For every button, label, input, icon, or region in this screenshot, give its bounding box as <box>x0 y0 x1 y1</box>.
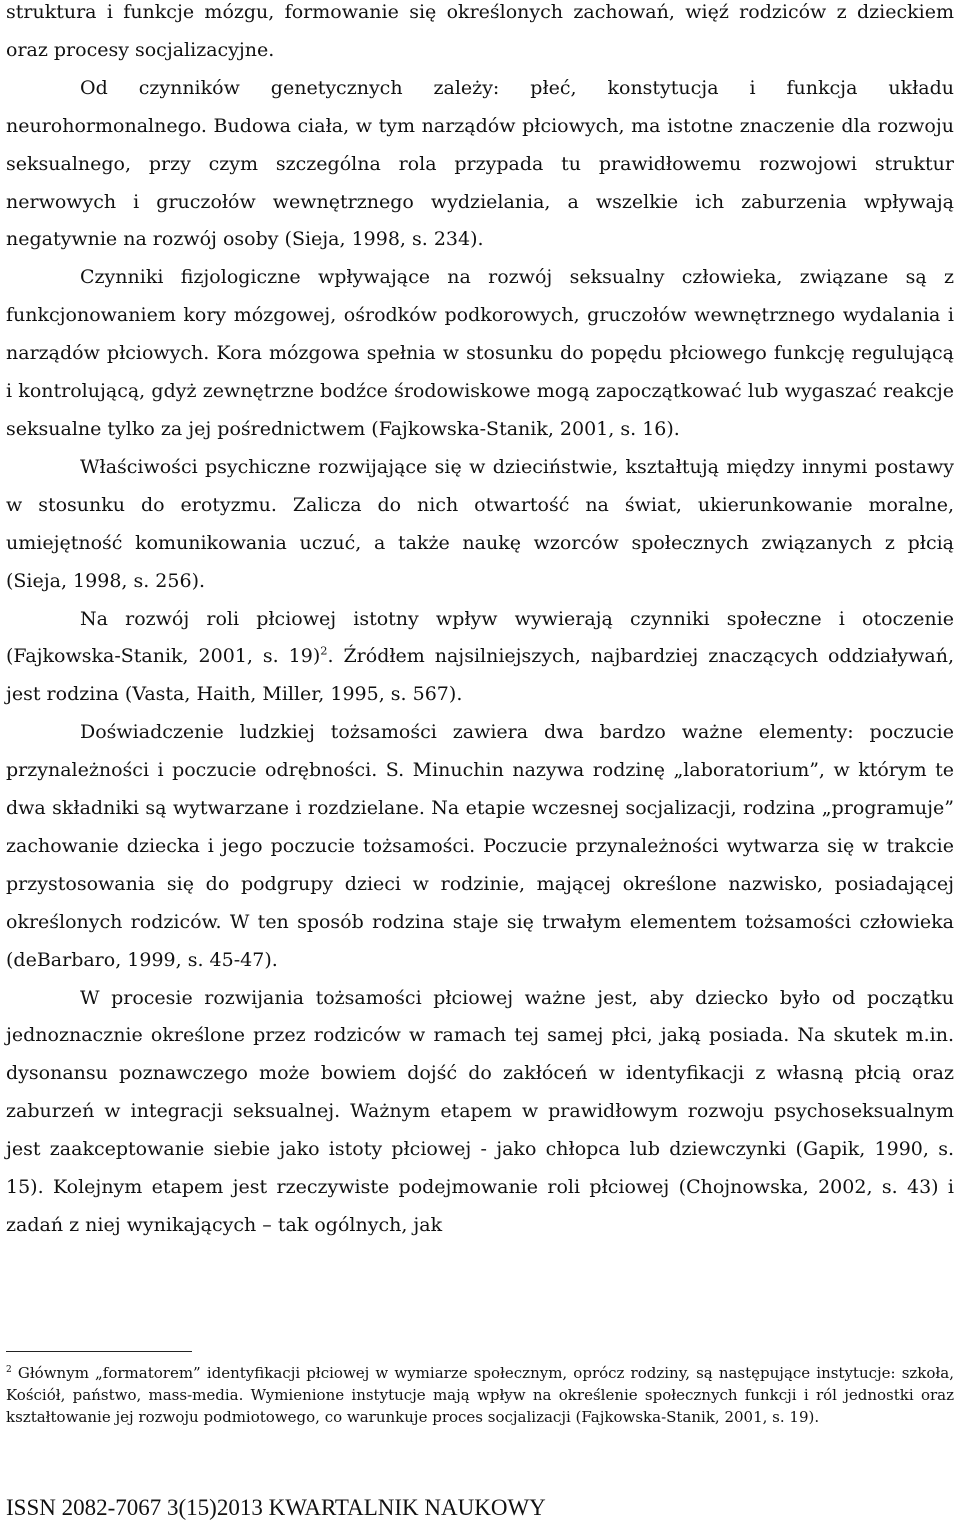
paragraph-continued: struktura i funkcje mózgu, formowanie się określonych zachowań, więź rodziców z dzieckiem oraz procesy socjalizacyjne. <box>6 1 954 61</box>
paragraph-social-factors-text-end: . Źródłem najsilniejszych, najbardziej znaczących oddziaływań, jest rodzina (Vasta, Haith, Miller, 1995, s. 567). <box>6 645 954 706</box>
paragraph-genetic-factors: Od czynników genetycznych zależy: płeć, konstytucja i funkcja układu neurohormonalnego. Budowa ciała, w tym narządów płciowych, ma istotne znaczenie dla rozwoju seksualnego, przy czym szczególna rola przypada tu prawidłowemu rozwojowi struktur nerwowych i gruczołów wewnętrznego wydzielania, a wszelkie ich zaburzenia wpływają negatywnie na rozwój osoby (Sieja, 1998, s. 234). <box>6 76 954 251</box>
paragraph-psychological-traits: Właściwości psychiczne rozwijające się w dzieciństwie, kształtują między innymi postawy w stosunku do erotyzmu. Zalicza do nich otwartość na świat, ukierunkowanie moralne, umiejętność komunikowania uczuć, a także naukę wzorców społecznych związanych z płcią (Sieja, 1998, s. 256). <box>6 455 954 592</box>
paragraph-identity-experience: Doświadczenie ludzkiej tożsamości zawiera dwa bardzo ważne elementy: poczucie przynależności i poczucie odrębności. S. Minuchin nazywa rodzinę „laboratorium”, w którym te dwa składniki są wytwarzane i rozdzielane. Na etapie wczesnej socjalizacji, rodzina „programuje” zachowanie dziecka i jego poczucie tożsamości. Poczucie przynależności wytwarza się w trakcie przystosowania się do podgrupy dzieci w rodzinie, mającej określone nazwisko, posiadającej określonych rodziców. W ten sposób rodzina staje się trwałym elementem tożsamości człowieka (deBarbaro, 1999, s. 45-47). <box>6 721 954 971</box>
footnote-separator <box>6 1351 192 1352</box>
paragraph-physiological-factors: Czynniki fizjologiczne wpływające na rozwój seksualny człowieka, związane są z funkcjonowaniem kory mózgowej, ośrodków podkorowych, gruczołów wewnętrznego wydalania i narządów płciowych. Kora mózgowa spełnia w stosunku do popędu płciowego funkcję regulującą i kontrolującą, gdyż zewnętrzne bodźce środowiskowe mogą zapoczątkować lub wygaszać reakcje seksualne tylko za jej pośrednictwem (Fajkowska-Stanik, 2001, s. 16). <box>6 266 954 440</box>
paragraph-gender-identity: W procesie rozwijania tożsamości płciowej ważne jest, aby dziecko było od początku jednoznacznie określone przez rodziców w ramach tej samej płci, jaką posiada. Na skutek m.in. dysonansu poznawczego może bowiem dojść do zakłóceń w identyfikacji z własną płcią oraz zaburzeń w integracji seksualnej. Ważnym etapem w prawidłowym rozwoju psychoseksualnym jest zaakceptowanie siebie jako istoty płciowej - jako chłopca lub dziewczynki (Gapik, 1990, s. 15). Kolejnym etapem jest rzeczywiste podejmowanie roli płciowej (Chojnowska, 2002, s. 43) i zadań z niej wynikających – tak ogólnych, jak <box>6 986 954 1236</box>
page-footer: ISSN 2082-7067 3(15)2013 KWARTALNIK NAUKOWY <box>6 1495 546 1520</box>
paragraph-social-factors-text: Na rozwój roli płciowej istotny wpływ wywierają czynniki społeczne i otoczenie (Fajkowska-Stanik, 2001, s. 19) <box>6 607 954 668</box>
footnote <box>6 1362 954 1428</box>
paragraph-social-factors <box>6 601 954 715</box>
footnote-reference: 2 <box>320 644 328 659</box>
body-text <box>6 0 954 1245</box>
footnote-number: 2 <box>6 1365 12 1375</box>
footnote-text: Głównym „formatorem” identyfikacji płciowej w wymiarze społecznym, oprócz rodziny, są następujące instytucje: szkoła, Kościół, państwo, mass-media. Wymienione instytucje mają wpływ na określenie społecznych funkcji i ról jednostki oraz kształtowanie jej rozwoju podmiotowego, co warunkuje proces socjalizacji (Fajkowska-Stanik, 2001, s. 19). <box>6 1364 954 1426</box>
